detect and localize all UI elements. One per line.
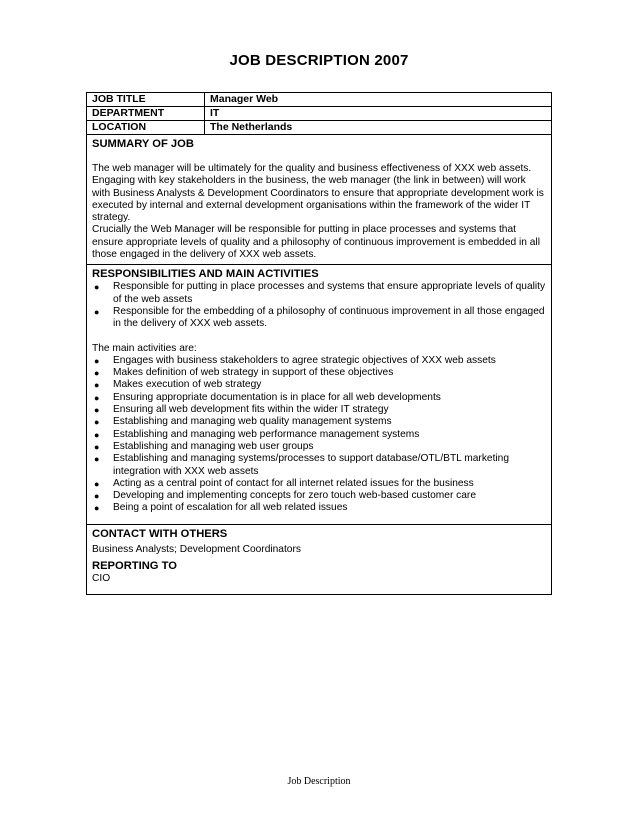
list-item: ● Being a point of escalation for all web related issues (94, 502, 348, 514)
bullet-icon: ● (94, 368, 100, 379)
list-item: ● Makes definition of web strategy in support of these objectives (94, 367, 394, 379)
bullet-icon: ● (94, 392, 100, 403)
bullet-icon: ● (94, 282, 100, 293)
list-item: ● Acting as a central point of contact for all internet related issues for the business (94, 477, 474, 489)
bullet-icon: ● (94, 454, 100, 465)
bullet-icon: ● (94, 355, 100, 366)
summary-heading: SUMMARY OF JOB (92, 138, 194, 150)
field-label: JOB TITLE (87, 93, 205, 106)
bullet-icon: ● (94, 417, 100, 428)
activities-intro: The main activities are: (92, 342, 197, 354)
bullet-icon: ● (94, 441, 100, 452)
list-item: ● Responsible for the embedding of a philosophy of continuous improvement in all those engaged in the delivery of XXX web assets. (94, 305, 545, 330)
responsibilities-section (87, 265, 551, 524)
list-item: ● Establishing and managing systems/processes to support database/OTL/BTL marketing integration with XXX web assets (94, 453, 510, 477)
bullet-icon: ● (94, 306, 100, 317)
contact-heading: CONTACT WITH OTHERS (92, 527, 228, 540)
summary-section (87, 135, 551, 265)
contact-reporting-section (87, 525, 551, 595)
field-label: LOCATION (87, 121, 205, 134)
list-item: ● Makes execution of web strategy (94, 379, 262, 391)
bullet-icon: ● (94, 429, 100, 440)
list-item: ● Establishing and managing web user groups (94, 440, 314, 452)
list-item: ● Establishing and managing web performance management systems (94, 428, 420, 440)
bullet-icon: ● (94, 380, 100, 391)
list-item: ● Engages with business stakeholders to agree strategic objectives of XXX web assets (94, 354, 496, 366)
field-row-location (87, 121, 551, 135)
activities-list (92, 355, 546, 515)
document-title: JOB DESCRIPTION 2007 (229, 52, 409, 69)
summary-paragraph: Crucially the Web Manager will be responsible for putting in place processes and systems that ensure appropriate levels of quality and a philosophy of continuous improvement is embedded in all those engaged in the delivery of XXX web assets. (92, 224, 540, 261)
field-row-department (87, 107, 551, 121)
bullet-icon: ● (94, 478, 100, 489)
reporting-text: CIO (92, 573, 111, 585)
list-item: ● Ensuring appropriate documentation is in place for all web developments (94, 391, 441, 403)
field-value: The Netherlands (210, 121, 293, 133)
field-value: Manager Web (210, 93, 279, 105)
bullet-icon: ● (94, 491, 100, 502)
responsibilities-heading: RESPONSIBILITIES AND MAIN ACTIVITIES (92, 268, 319, 281)
list-item: ● Establishing and managing web quality management systems (94, 416, 392, 428)
bullet-icon: ● (94, 503, 100, 514)
list-item: ● Responsible for putting in place processes and systems that ensure appropriate levels of quality of the web assets (94, 281, 546, 305)
page-footer: Job Description (287, 776, 351, 787)
list-item: ● Developing and implementing concepts for zero touch web-based customer care (94, 490, 476, 502)
field-value: IT (210, 107, 220, 119)
list-item: ● Ensuring all web development fits within the wider IT strategy (94, 404, 389, 416)
summary-paragraph: The web manager will be ultimately for the quality and business effectiveness of XXX web assets. Engaging with key stakeholders in the business, the web manager (the link in between) will work with Business Analysts & Development Coordinators to ensure that appropriate development work is executed by internal and external development organisations within the framework of the wider IT strategy. (92, 163, 544, 224)
job-description-table (86, 92, 552, 595)
field-label: DEPARTMENT (87, 107, 205, 120)
contact-text: Business Analysts; Development Coordinators (92, 543, 301, 555)
field-row-job-title (87, 93, 551, 107)
bullet-icon: ● (94, 405, 100, 416)
reporting-heading: REPORTING TO (92, 560, 177, 573)
responsibilities-list (92, 281, 546, 330)
